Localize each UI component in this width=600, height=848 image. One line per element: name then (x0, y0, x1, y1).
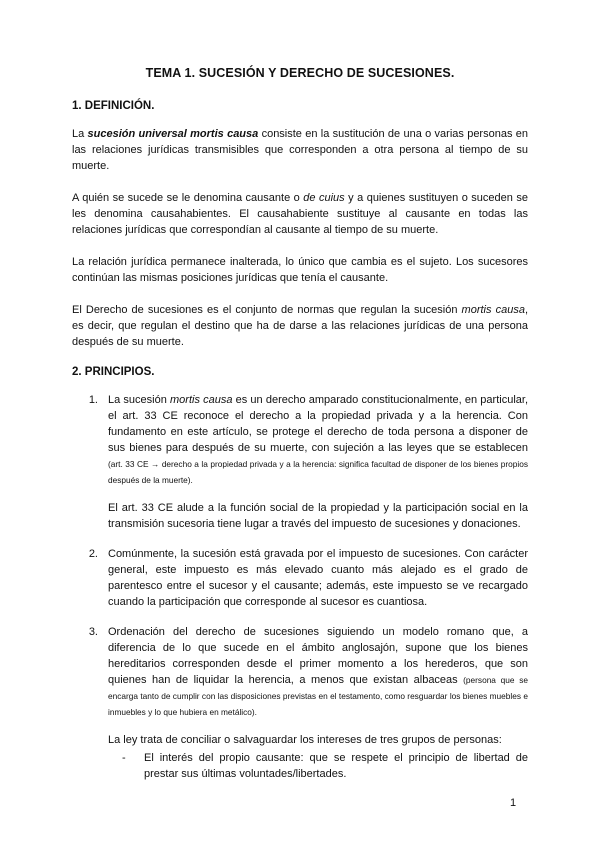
principle-3-text (108, 624, 528, 720)
text-run: , es decir, que regulan el destino que ha de darse a las relaciones jurídicas de una persona después de su muerte. (72, 304, 528, 348)
list-number: 2. (88, 548, 98, 560)
principle-3-subparagraph: La ley trata de conciliar o salvaguardar los intereses de tres grupos de personas: (108, 734, 502, 746)
list-item (72, 546, 528, 610)
list-number: 1. (88, 394, 98, 406)
term-mortis-causa: mortis causa (461, 304, 525, 316)
inline-note: (art. 33 CE → derecho a la propiedad privada y a la herencia: significa facultad de disponer de los bienes propios después de la muerte). (108, 459, 528, 485)
page-number: 1 (510, 797, 517, 809)
text-run: La sucesión (108, 394, 170, 406)
principle-1-text (108, 392, 528, 488)
term-sucesion-universal: sucesión universal mortis causa (87, 128, 259, 140)
interest-causante-text: El interés del propio causante: que se respete el principio de libertad de prestar sus últimas voluntades/libertades. (144, 752, 528, 780)
principle-1-subparagraph: El art. 33 CE alude a la función social de la propiedad y la participación social en la transmisión sucesoria tiene lugar a través del impuesto de sucesiones y donaciones. (108, 502, 528, 530)
paragraph-definicion-1 (72, 126, 528, 174)
dash-bullet: - (122, 752, 126, 764)
principle-2-text: Comúnmente, la sucesión está gravada por el impuesto de sucesiones. Con carácter general, este impuesto es más elevado cuanto más alejado es el grado de parentesco entre el sucesor y el causante; además, este impuesto se ve recargado cuando la participación que corresponde al sucesor es cuantiosa. (108, 548, 528, 608)
text-run: El Derecho de sucesiones es el conjunto de normas que regulan la sucesión (72, 304, 462, 316)
section-heading-definicion: 1. DEFINICIÓN. (72, 100, 155, 112)
paragraph-definicion-4 (72, 302, 528, 350)
term-de-cuius: de cuius (303, 192, 345, 204)
document-page (72, 66, 528, 796)
text-run: es un derecho amparado constitucionalmente, en particular, el art. 33 CE reconoce el derecho a la propiedad privada y a la herencia. Con fundamento en este artículo, se protege el derecho de toda persona a disponer de sus bienes para después de su muerte, con sujeción a las leyes que se establecen (108, 394, 529, 454)
list-item (72, 624, 528, 782)
term-mortis-causa: mortis causa (170, 394, 233, 406)
text-run: A quién se sucede se le denomina causante o (72, 192, 304, 204)
paragraph-definicion-2 (72, 190, 528, 238)
list-item (72, 392, 528, 532)
paragraph-definicion-3: La relación jurídica permanece inalterada, lo único que cambia es el sujeto. Los sucesores continúan las mismas posiciones jurídicas que tenía el causante. (72, 256, 528, 284)
list-number: 3. (88, 626, 98, 638)
text-run: La (72, 128, 88, 140)
inline-note: (persona que se encarga tanto de cumplir con las disposiciones previstas en el testamento, como resguardar los bienes muebles e inmuebles y lo que hubiera en metálico). (108, 675, 529, 717)
text-run: consiste en la sustitución de una o varias personas en las relaciones jurídicas transmisibles que corresponden a otra persona al tiempo de su muerte. (72, 128, 528, 172)
principles-list (72, 392, 528, 782)
text-run: y a quienes sustituyen o suceden se les denomina causahabientes. El causahabiente sustituye al causante en todas las relaciones jurídicas que correspondían al causante al tiempo de su muerte. (72, 192, 528, 236)
text-run: Ordenación del derecho de sucesiones siguiendo un modelo romano que, a diferencia de lo que sucede en el ámbito anglosajón, supone que los bienes hereditarios corresponden desde el primer momento a los herederos, que son quienes han de liquidar la herencia, a menos que existan albaceas (108, 626, 528, 686)
document-title: TEMA 1. SUCESIÓN Y DERECHO DE SUCESIONES. (145, 66, 455, 80)
interests-list (108, 750, 528, 782)
list-item (108, 750, 528, 782)
section-heading-principios: 2. PRINCIPIOS. (72, 366, 155, 378)
